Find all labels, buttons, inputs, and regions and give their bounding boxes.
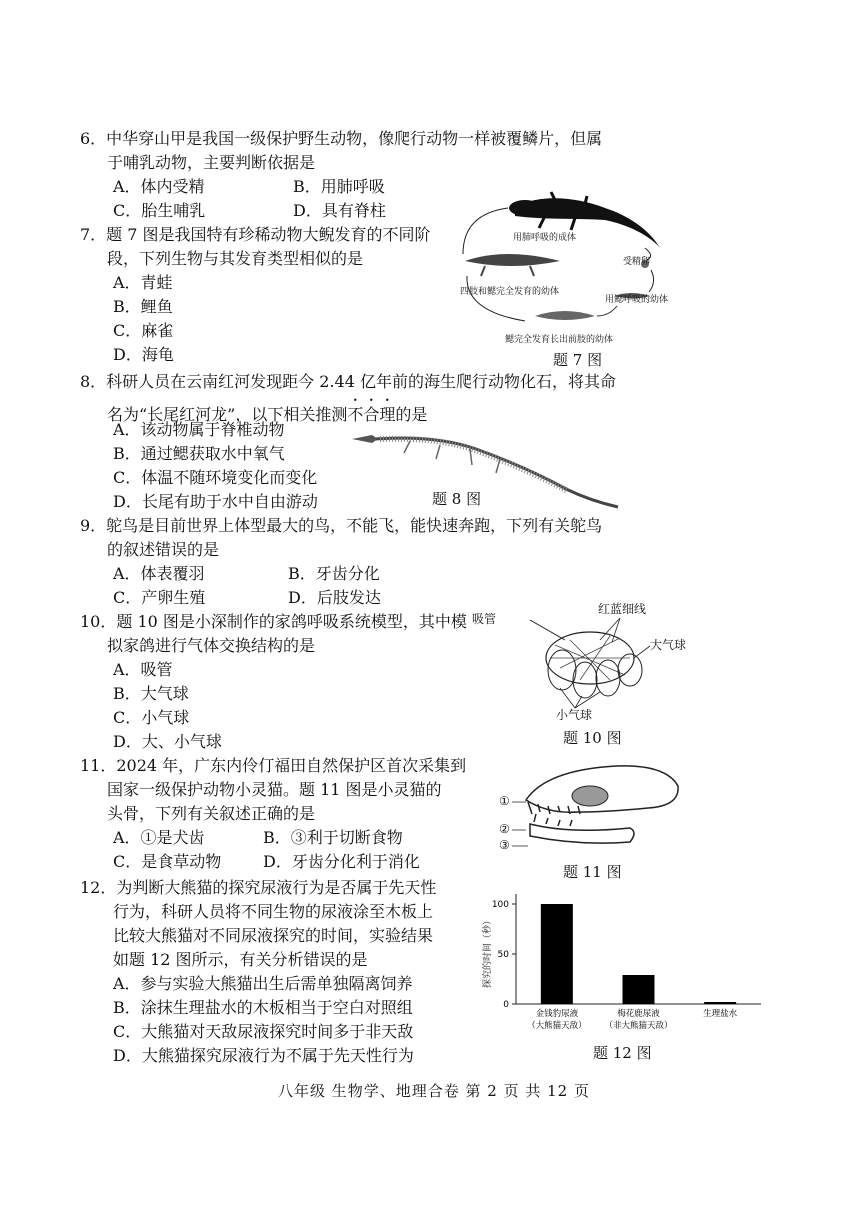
q6-option-c: C．胎生哺乳 xyxy=(113,201,206,220)
q8-option-b: B．通过鳃获取水中氧气 xyxy=(113,444,285,463)
q7-option-a: A．青蛙 xyxy=(113,273,173,292)
q12-stem-line4: 如题 12 图所示，有关分析错误的是 xyxy=(113,950,368,969)
bar xyxy=(541,904,573,1004)
figure-12-chart xyxy=(476,884,766,1044)
label-big-balloon: 大气球 xyxy=(650,638,687,652)
figure-11-skull xyxy=(498,760,688,860)
q9-stem-line1: 9．鸵鸟是目前世界上体型最大的鸟，不能飞，能快速奔跑，下列有关鸵鸟 xyxy=(80,516,603,535)
q12-option-c: C．大熊猫对天敌尿液探究时间多于非天敌 xyxy=(113,1022,414,1041)
q10-option-a: A．吸管 xyxy=(113,660,173,679)
label-thread: 红蓝细线 xyxy=(598,602,647,616)
q10-option-b: B．大气球 xyxy=(113,684,189,703)
label-four-limb-larva: 四肢和鳃完全发育的幼体 xyxy=(460,287,560,297)
bar xyxy=(704,1002,736,1004)
figure-7-caption: 题 7 图 xyxy=(553,351,603,369)
q9-option-d: D．后肢发达 xyxy=(288,588,381,607)
q8-stem-line2-post: 的是 xyxy=(395,405,428,424)
q11-option-b: B．③利于切断食物 xyxy=(263,828,403,847)
q6-stem-line1: 6．中华穿山甲是我国一级保护野生动物，像爬行动物一样被覆鳞片，但属 xyxy=(80,129,603,148)
y-tick-label: 0 xyxy=(503,1000,509,1010)
figure-8-caption: 题 8 图 xyxy=(432,490,482,508)
q10-option-c: C．小气球 xyxy=(113,708,190,727)
pigeon-model-drawing xyxy=(500,600,690,725)
label-adult: 用肺呼吸的成体 xyxy=(513,233,577,243)
figure-7-salamander-lifecycle xyxy=(455,186,675,346)
figure-10-caption: 题 10 图 xyxy=(563,729,622,747)
bar xyxy=(623,975,655,1004)
x-tick-sublabel: （非大熊猫天敌） xyxy=(604,1021,673,1031)
q9-option-a: A．体表覆羽 xyxy=(113,564,205,583)
q8-option-d: D．长尾有助于水中自由游动 xyxy=(113,492,318,511)
page-footer: 八年级 生物学、地理合卷 第 2 页 共 12 页 xyxy=(277,1082,590,1100)
x-tick-label: 梅花鹿尿液 xyxy=(617,1009,660,1019)
q10-option-d: D．大、小气球 xyxy=(113,732,222,751)
figure-10-pigeon-model xyxy=(472,600,690,725)
x-tick-label: 生理盐水 xyxy=(703,1009,738,1019)
q12-option-b: B．涂抹生理盐水的木板相当于空白对照组 xyxy=(113,998,413,1017)
q12-stem-line3: 比较大熊猫对不同尿液探究的时间，实验结果 xyxy=(113,926,434,945)
label-forelimb-larva: 鳃完全发育长出前肢的幼体 xyxy=(505,335,614,345)
q9-option-c: C．产卵生殖 xyxy=(113,588,206,607)
y-axis-label: 探究的时间（秒） xyxy=(483,915,493,989)
q10-stem-line1: 10．题 10 图是小深制作的家鸽呼吸系统模型，其中模 xyxy=(80,612,467,631)
label-small-balloon: 小气球 xyxy=(556,708,593,722)
skull-drawing xyxy=(498,760,688,860)
q6-stem-line2: 于哺乳动物，主要判断依据是 xyxy=(107,153,316,172)
q8-option-a: A．该动物属于脊椎动物 xyxy=(113,420,285,439)
q11-stem-line2: 国家一级保护动物小灵猫。题 11 图是小灵猫的 xyxy=(107,780,442,799)
q8-emphasis-word: 不合理 xyxy=(347,405,396,424)
q6-option-a: A．体内受精 xyxy=(113,177,205,196)
bar-chart xyxy=(476,884,766,1044)
fossil-drawing xyxy=(350,425,620,510)
q9-option-b: B．牙齿分化 xyxy=(288,564,380,583)
q7-stem-line1: 7．题 7 图是我国特有珍稀动物大鲵发育的不同阶 xyxy=(80,225,431,244)
q6-option-b: B．用肺呼吸 xyxy=(293,177,385,196)
q10-stem-line2: 拟家鸽进行气体交换结构的是 xyxy=(107,636,316,655)
q7-option-d: D．海龟 xyxy=(113,345,174,364)
q11-stem-line3: 头骨，下列有关叙述正确的是 xyxy=(107,804,316,823)
q8-stem-line1: 8．科研人员在云南红河发现距今 2.44 亿年前的海生爬行动物化石，将其命 xyxy=(80,372,616,391)
q8-stem-line2-pre: 名为“长尾红河龙”，以下相关推测 xyxy=(107,405,348,424)
q7-option-b: B．鲤鱼 xyxy=(113,297,173,316)
label-gill-larva: 用鳃呼吸的幼体 xyxy=(605,295,669,305)
figure-8-fossil xyxy=(350,425,620,510)
x-tick-label: 金钱豹尿液 xyxy=(535,1009,579,1019)
label-straw: 吸管 xyxy=(472,612,497,626)
marker-1: ① xyxy=(499,794,510,808)
q12-stem-line1: 12．为判断大熊猫的探究尿液行为是否属于先天性 xyxy=(80,878,437,897)
q7-stem-line2: 段，下列生物与其发育类型相似的是 xyxy=(107,249,364,268)
y-tick-label: 50 xyxy=(497,950,509,960)
label-egg: 受精卵 xyxy=(623,257,651,267)
q11-option-c: C．是食草动物 xyxy=(113,852,222,871)
q8-option-c: C．体温不随环境变化而变化 xyxy=(113,468,318,487)
q11-option-d: D．牙齿分化利于消化 xyxy=(263,852,420,871)
marker-3: ③ xyxy=(499,838,510,852)
q12-stem-line2: 行为，科研人员将不同生物的尿液涂至木板上 xyxy=(113,902,434,921)
figure-11-caption: 题 11 图 xyxy=(563,863,622,881)
q11-option-a: A．①是犬齿 xyxy=(113,828,205,847)
q12-option-d: D．大熊猫探究尿液行为不属于先天性行为 xyxy=(113,1046,414,1065)
y-tick-label: 100 xyxy=(491,900,509,910)
q12-option-a: A．参与实验大熊猫出生后需单独隔离饲养 xyxy=(113,974,413,993)
figure-12-caption: 题 12 图 xyxy=(593,1044,652,1062)
marker-2: ② xyxy=(499,822,510,836)
q9-stem-line2: 的叙述错误的是 xyxy=(107,540,220,559)
q6-option-d: D．具有脊柱 xyxy=(293,201,386,220)
x-tick-sublabel: （大熊猫天敌） xyxy=(527,1021,587,1031)
q11-stem-line1: 11．2024 年，广东内伶仃福田自然保护区首次采集到 xyxy=(80,756,467,775)
q7-option-c: C．麻雀 xyxy=(113,321,174,340)
